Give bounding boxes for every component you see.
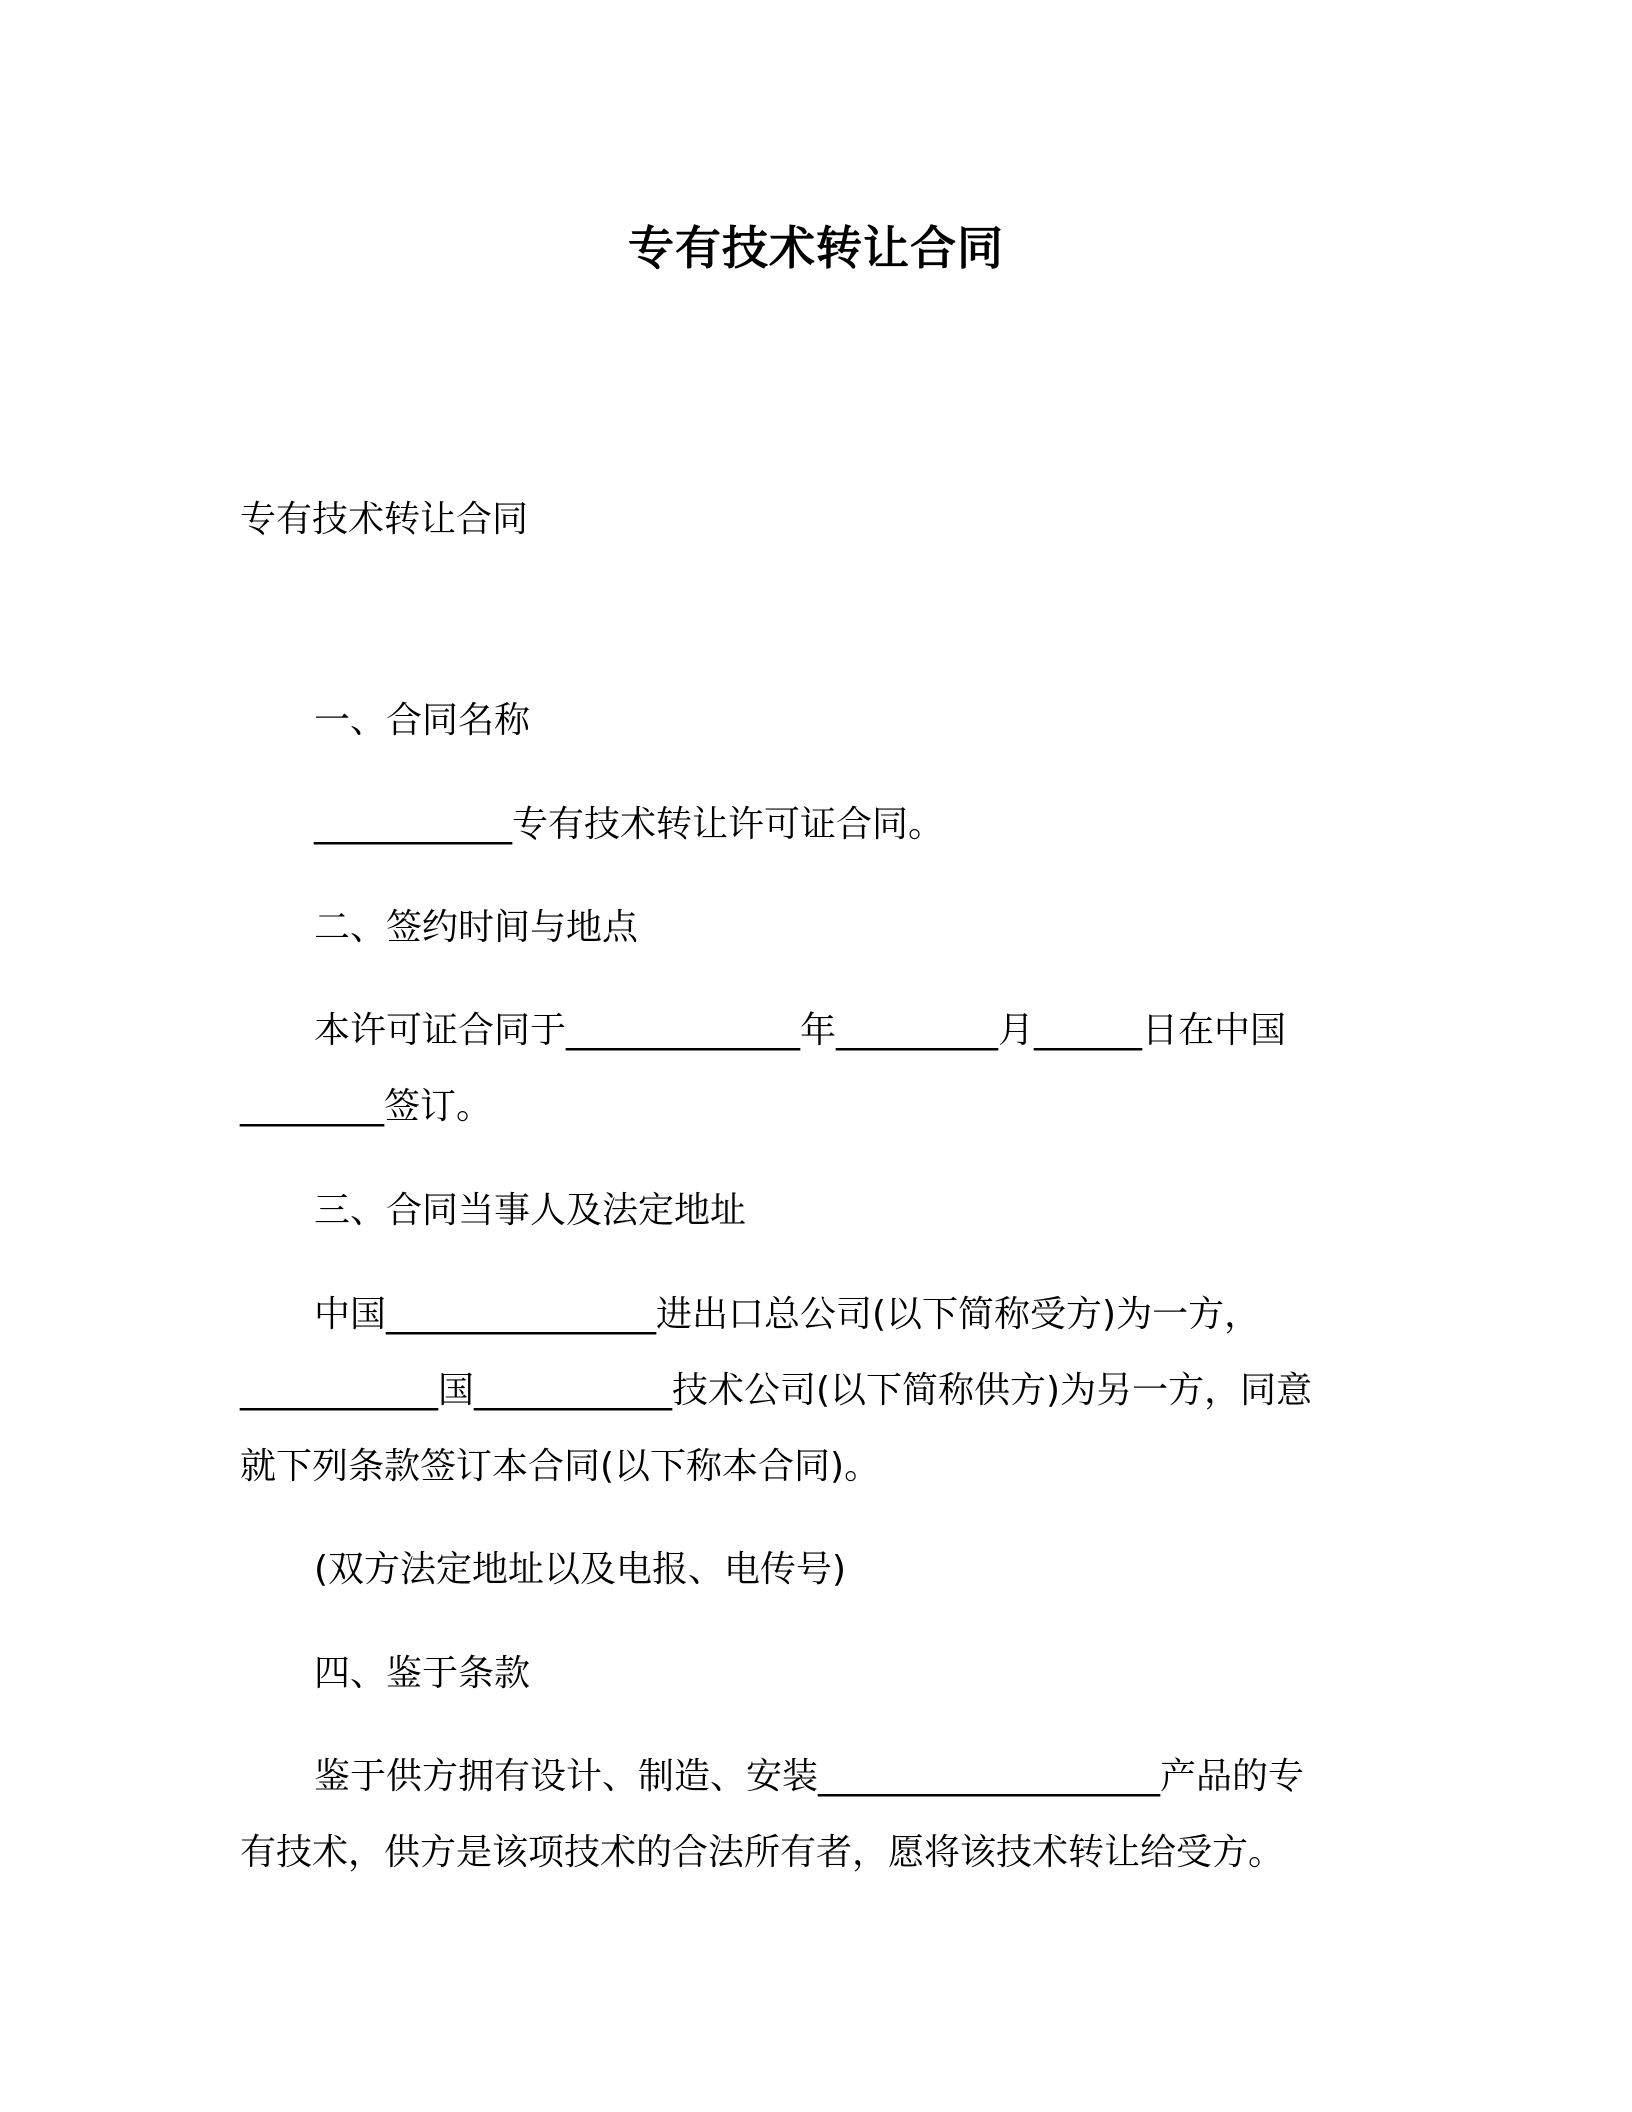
section-heading-2: 二、签约时间与地点 bbox=[314, 907, 639, 948]
paragraph-line: 鉴于供方拥有设计、制造、安装___________________产品的专 bbox=[314, 1756, 1305, 1797]
paragraph-line: ________签订。 bbox=[240, 1086, 493, 1127]
section-heading-4: 四、鉴于条款 bbox=[314, 1653, 531, 1694]
document-subtitle: 专有技术转让合同 bbox=[240, 499, 529, 540]
section-heading-1: 一、合同名称 bbox=[314, 700, 531, 741]
document-title: 专有技术转让合同 bbox=[628, 221, 1004, 275]
paragraph-line: 有技术，供方是该项技术的合法所有者，愿将该技术转让给受方。 bbox=[240, 1832, 1285, 1873]
paragraph-line: (双方法定地址以及电报、电传号) bbox=[314, 1549, 847, 1590]
section-heading-3: 三、合同当事人及法定地址 bbox=[314, 1190, 747, 1231]
paragraph-line: ___________专有技术转让许可证合同。 bbox=[314, 804, 945, 845]
paragraph-line: 就下列条款签订本合同(以下称本合同)。 bbox=[240, 1446, 881, 1487]
paragraph-line: 本许可证合同于_____________年_________月______日在中国 bbox=[314, 1010, 1287, 1051]
paragraph-line: 中国_______________进出口总公司(以下简称受方)为一方， bbox=[314, 1294, 1261, 1335]
paragraph-line: ___________国___________技术公司(以下简称供方)为另一方，同意 bbox=[240, 1370, 1313, 1411]
